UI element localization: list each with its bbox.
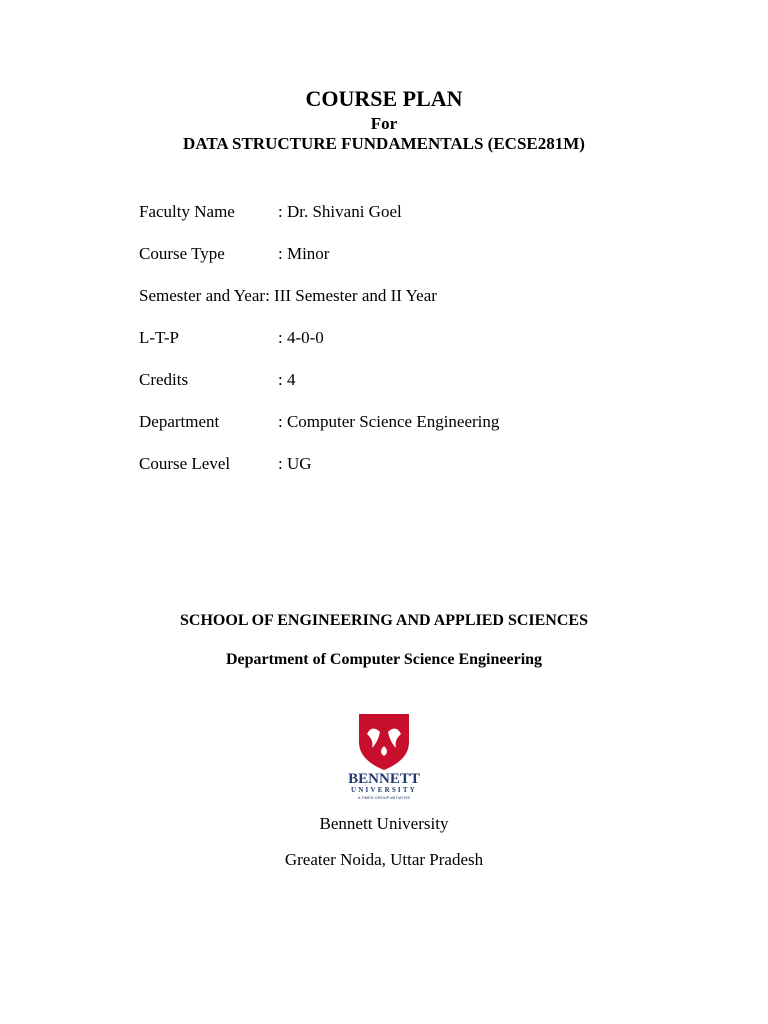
university-location: Greater Noida, Uttar Pradesh xyxy=(284,850,484,869)
info-label: Department xyxy=(139,412,220,431)
info-value: : III Semester and II Year xyxy=(265,286,437,305)
svg-text:A TIMES GROUP INITIATIVE: A TIMES GROUP INITIATIVE xyxy=(357,795,411,800)
shield-icon xyxy=(334,712,434,802)
school-name: SCHOOL OF ENGINEERING AND APPLIED SCIENCES xyxy=(180,612,588,629)
university-name: Bennett University xyxy=(319,814,449,833)
course-name: DATA STRUCTURE FUNDAMENTALS (ECSE281M) xyxy=(183,134,585,153)
info-label: Course Level xyxy=(139,454,231,473)
info-value: : 4 xyxy=(278,370,296,389)
info-row-course-level xyxy=(139,454,312,474)
info-label: Credits xyxy=(139,370,189,389)
info-label: Course Type xyxy=(139,244,225,263)
info-value: : Dr. Shivani Goel xyxy=(278,202,402,221)
for-label: For xyxy=(370,114,398,133)
document-title: COURSE PLAN xyxy=(305,86,463,111)
info-row-course-type xyxy=(139,244,329,264)
info-label: Faculty Name xyxy=(139,202,235,221)
info-row-semester xyxy=(139,286,437,306)
info-row-faculty xyxy=(139,202,402,222)
info-row-ltp xyxy=(139,328,324,348)
info-label: Semester and Year xyxy=(139,286,266,305)
university-logo xyxy=(334,712,434,802)
info-value: : Minor xyxy=(278,244,330,263)
info-label: L-T-P xyxy=(139,328,179,347)
info-value: : 4-0-0 xyxy=(278,328,324,347)
info-value: : UG xyxy=(278,454,312,473)
department-name: Department of Computer Science Engineering xyxy=(225,651,543,668)
info-row-credits xyxy=(139,370,295,390)
svg-text:UNIVERSITY: UNIVERSITY xyxy=(351,786,417,794)
info-value: : Computer Science Engineering xyxy=(278,412,500,431)
info-row-department xyxy=(139,412,499,432)
logo-wordmark: BENNETT xyxy=(348,771,420,787)
